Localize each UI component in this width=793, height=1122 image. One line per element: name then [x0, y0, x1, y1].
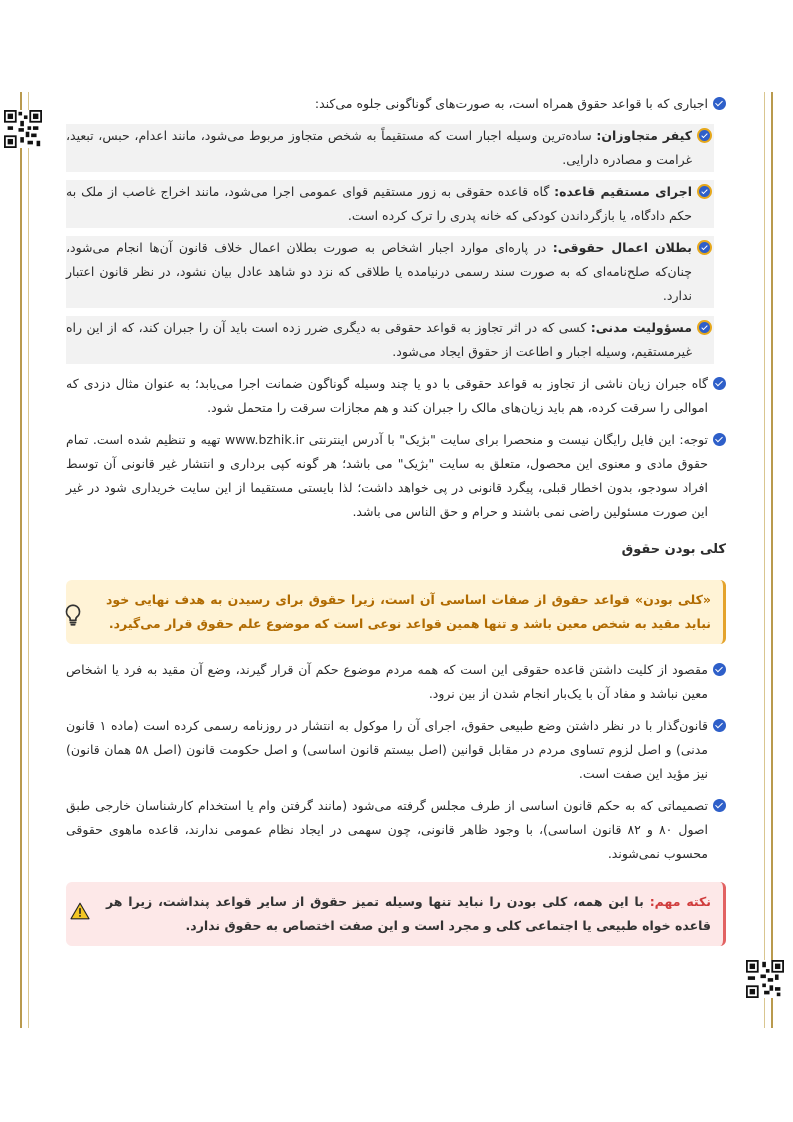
bullet-text: توجه: این فایل رایگان نیست و منحصرا برای سایت "بژیک" با آدرس اینترنتی www.bzhik.ir تهیه و تنظیم شده است. تمام حقوق مادی و معنوی این محصول، متعلق به سایت "بژیک" می باشد؛ هر گونه کپی برداری و انتشار غیر قانونی آن توسط افراد سودجو، بدون اخطار قبلی، پیگرد قانونی در پی خواهد داشت؛ لذا بایستی مستقیما از این سایت خریداری شود در غیر این صورت مسئولین راضی نمی باشند و حرام و حق الناس می باشد.	[66, 432, 708, 519]
check-icon	[713, 377, 726, 390]
sub-item-direct-enforcement	[66, 180, 714, 228]
check-icon	[713, 433, 726, 446]
list-item	[66, 794, 726, 866]
lightbulb-icon	[60, 602, 86, 628]
qr-code-icon	[4, 110, 42, 148]
list-item	[66, 714, 726, 786]
warning-label: نکته مهم:	[649, 894, 711, 909]
bullet-text: قانون‌گذار با در نظر داشتن وضع طبیعی حقوق، اجرای آن را موکول به انتشار در روزنامه رسمی کرده است (ماده ۱ قانون مدنی) و اصل لزوم تساوی مردم در مقابل قوانین (اصل بیستم قانون اساسی) و اصل حکومت قانون (اصل ۵۸ همان قانون) نیز مؤید این صفت است.	[66, 718, 709, 781]
list-item	[66, 92, 726, 116]
sub-item-title: اجرای مستقیم قاعده:	[554, 184, 692, 199]
sub-item-text: گاه قاعده حقوقی به زور مستقیم قوای عمومی اجرا می‌شود، مانند اخراج غاصب از ملک به حکم دادگاه، یا بازگرداندن کودکی که خانه پدری را ترک کرده است.	[66, 184, 692, 223]
check-icon	[697, 320, 712, 335]
tip-box	[66, 580, 726, 644]
tip-text: «کلی بودن» قواعد حقوق از صفات اساسی آن است، زیرا حقوق برای رسیدن به هدف نهایی خود نباید مقید به شخص معین باشد و تنها همین قواعد نوعی است که موضوع علم حقوق قرار می‌گیرد.	[106, 592, 711, 631]
intro-text: اجباری که با قواعد حقوق همراه است، به صورت‌های گوناگونی جلوه می‌کند:	[314, 96, 708, 111]
check-icon	[697, 184, 712, 199]
check-icon	[713, 719, 726, 732]
check-icon	[713, 97, 726, 110]
sub-item-punishment	[66, 124, 714, 172]
qr-code-icon	[746, 960, 784, 998]
section-heading: کلی بودن حقوق	[621, 542, 726, 557]
sub-item-text: در پاره‌ای موارد اجبار اشخاص به صورت بطلان اعمال خلاف قانون آن‌ها انجام می‌شود، چنان‌که صلح‌نامه‌ای که به صورت سند رسمی درنیامده یا طلاقی که نزد دو شاهد عادل بیان نشود، در نظر قانون اعتبار ندارد.	[66, 240, 692, 303]
sub-item-text: کسی که در اثر تجاوز به قواعد حقوقی به دیگری ضرر زده است باید آن را جبران کند، که از این راه غیرمستقیم، وسیله اجبار و اطاعت از حقوق ایجاد می‌شود.	[66, 320, 692, 359]
check-icon	[697, 128, 712, 143]
warning-box	[66, 882, 726, 946]
sub-item-title: بطلان اعمال حقوقی:	[552, 240, 692, 255]
sub-item-civil-liability	[66, 316, 714, 364]
left-decorative-bar	[20, 92, 29, 1028]
check-icon	[697, 240, 712, 255]
check-icon	[713, 799, 726, 812]
bullet-text: گاه جبران زیان ناشی از تجاوز به قواعد حقوقی با دو یا چند وسیله گوناگون ضمانت اجرا می‌یابد؛ به عنوان مثال دزدی که اموالی را سرقت کرده، هم باید زیان‌های مالک را جبران کند و هم مجازات سرقت را متحمل شود.	[66, 376, 708, 415]
sub-item-text: ساده‌ترین وسیله اجبار است که مستقیماً به شخص متجاوز مربوط می‌شود، مانند اعدام، حبس، تبعید، غرامت و مصادره دارایی.	[66, 128, 692, 167]
sub-item-title: مسؤولیت مدنی:	[590, 320, 692, 335]
list-item	[66, 658, 726, 706]
check-icon	[713, 663, 726, 676]
bullet-text: تصمیماتی که به حکم قانون اساسی از طرف مجلس گرفته می‌شود (مانند گرفتن وام یا استخدام کارشناسان خارجی طبق اصول ۸۰ و ۸۲ قانون اساسی)، با وجود ظاهر قانونی، چون سهمی در ایجاد نظام عمومی ندارند، قاعده ماهوی حقوقی محسوب نمی‌شوند.	[66, 798, 709, 861]
right-decorative-bar	[764, 92, 773, 1028]
main-content	[66, 92, 726, 946]
warning-icon	[70, 902, 90, 920]
copyright-notice	[66, 428, 726, 524]
sub-item-nullity	[66, 236, 714, 308]
bullet-text: مقصود از کلیت داشتن قاعده حقوقی این است که همه مردم موضوع حکم آن قرار گیرند، وضع آن مقید به فرد یا اشخاص معین نباشد و مفاد آن با یک‌بار انجام شدن از بین نرود.	[66, 662, 708, 701]
list-item	[66, 372, 726, 420]
sub-item-title: کیفر متجاوزان:	[596, 128, 692, 143]
warning-text: با این همه، کلی بودن را نباید تنها وسیله تمیز حقوق از سایر قواعد پنداشت، زیرا هر قاعده خواه طبیعی یا اجتماعی کلی و مجرد است و این صفت اختصاص به حقوق ندارد.	[106, 894, 711, 933]
